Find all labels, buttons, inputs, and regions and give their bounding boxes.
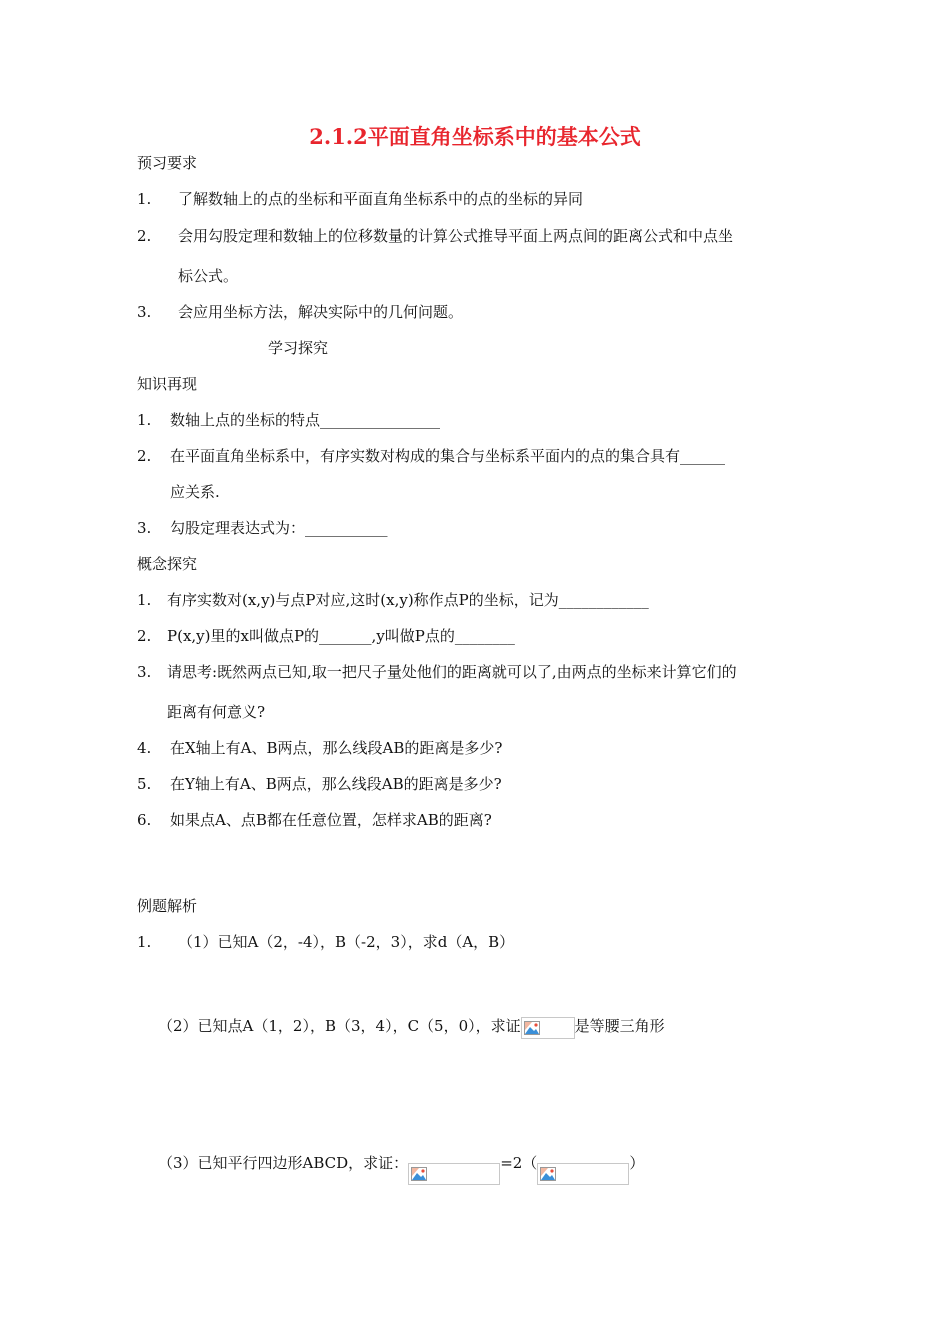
concept-item-3-num: 3. [137,663,152,681]
concept-item-2-num: 2. [137,627,152,645]
example-1-part-3-mid: =2（ [500,1154,538,1172]
knowledge-item-2-text: 在平面直角坐标系中，有序实数对构成的集合与坐标系平面内的点的集合具有______ [170,447,726,465]
section-heading-study: 学习探究 [268,339,329,357]
concept-item-4-text: 在X轴上有A、B两点，那么线段AB的距离是多少? [170,739,503,757]
formula-image-right [537,1163,629,1185]
knowledge-item-3-num: 3. [137,519,152,537]
example-1-part-3-before: （3）已知平行四边形ABCD，求证： [158,1154,409,1172]
formula-image-left [408,1163,500,1185]
page-title: 2.1.2平面直角坐标系中的基本公式 [309,124,641,149]
concept-item-4-num: 4. [137,739,152,757]
knowledge-item-2-cont: 应关系. [170,483,220,501]
formula-image-triangle [521,1017,575,1039]
knowledge-item-3-text: 勾股定理表达式为：___________ [170,519,388,537]
broken-image-icon [524,1021,540,1035]
concept-item-5-num: 5. [137,775,152,793]
example-1-part-3 [158,1152,644,1175]
concept-item-5-text: 在Y轴上有A、B两点，那么线段AB的距离是多少? [170,775,502,793]
broken-image-icon [411,1167,427,1181]
preview-item-1-num: 1. [137,190,152,208]
preview-item-3-text: 会应用坐标方法，解决实际中的几何问题。 [178,303,464,321]
example-1-part-3-after: ） [629,1154,645,1172]
concept-item-6-num: 6. [137,811,152,829]
section-heading-concept: 概念探究 [137,555,198,573]
preview-item-1-text: 了解数轴上的点的坐标和平面直角坐标系中的点的坐标的异同 [178,190,584,208]
concept-item-3-cont: 距离有何意义? [167,703,266,721]
knowledge-item-2-num: 2. [137,447,152,465]
section-heading-preview: 预习要求 [137,154,198,172]
concept-item-1-num: 1. [137,591,152,609]
example-1-part-1: （1）已知A（2，-4），B（-2，3），求d（A，B） [178,933,515,951]
preview-item-2-cont: 标公式。 [178,267,239,285]
concept-item-3-text: 请思考:既然两点已知,取一把尺子量处他们的距离就可以了,由两点的坐标来计算它们的 [167,663,737,681]
preview-item-2-text: 会用勾股定理和数轴上的位移数量的计算公式推导平面上两点间的距离公式和中点坐 [178,227,734,245]
section-heading-examples: 例题解析 [137,897,198,915]
example-1-part-2-before: （2）已知点A（1，2），B（3，4），C（5，0），求证 [158,1017,521,1035]
concept-item-2-text: P(x,y)里的x叫做点P的_______,y叫做P点的________ [167,627,515,645]
knowledge-item-1-text: 数轴上点的坐标的特点________________ [170,411,441,429]
preview-item-3-num: 3. [137,303,152,321]
concept-item-1-text: 有序实数对(x,y)与点P对应,这时(x,y)称作点P的坐标，记为____________ [167,591,649,609]
preview-item-2-num: 2. [137,227,152,245]
example-1-part-2 [158,1015,665,1038]
broken-image-icon [540,1167,556,1181]
example-1-num: 1. [137,933,152,951]
example-1-part-2-after: 是等腰三角形 [574,1017,665,1035]
section-heading-knowledge: 知识再现 [137,375,198,393]
concept-item-6-text: 如果点A、点B都在任意位置，怎样求AB的距离? [170,811,492,829]
knowledge-item-1-num: 1. [137,411,152,429]
